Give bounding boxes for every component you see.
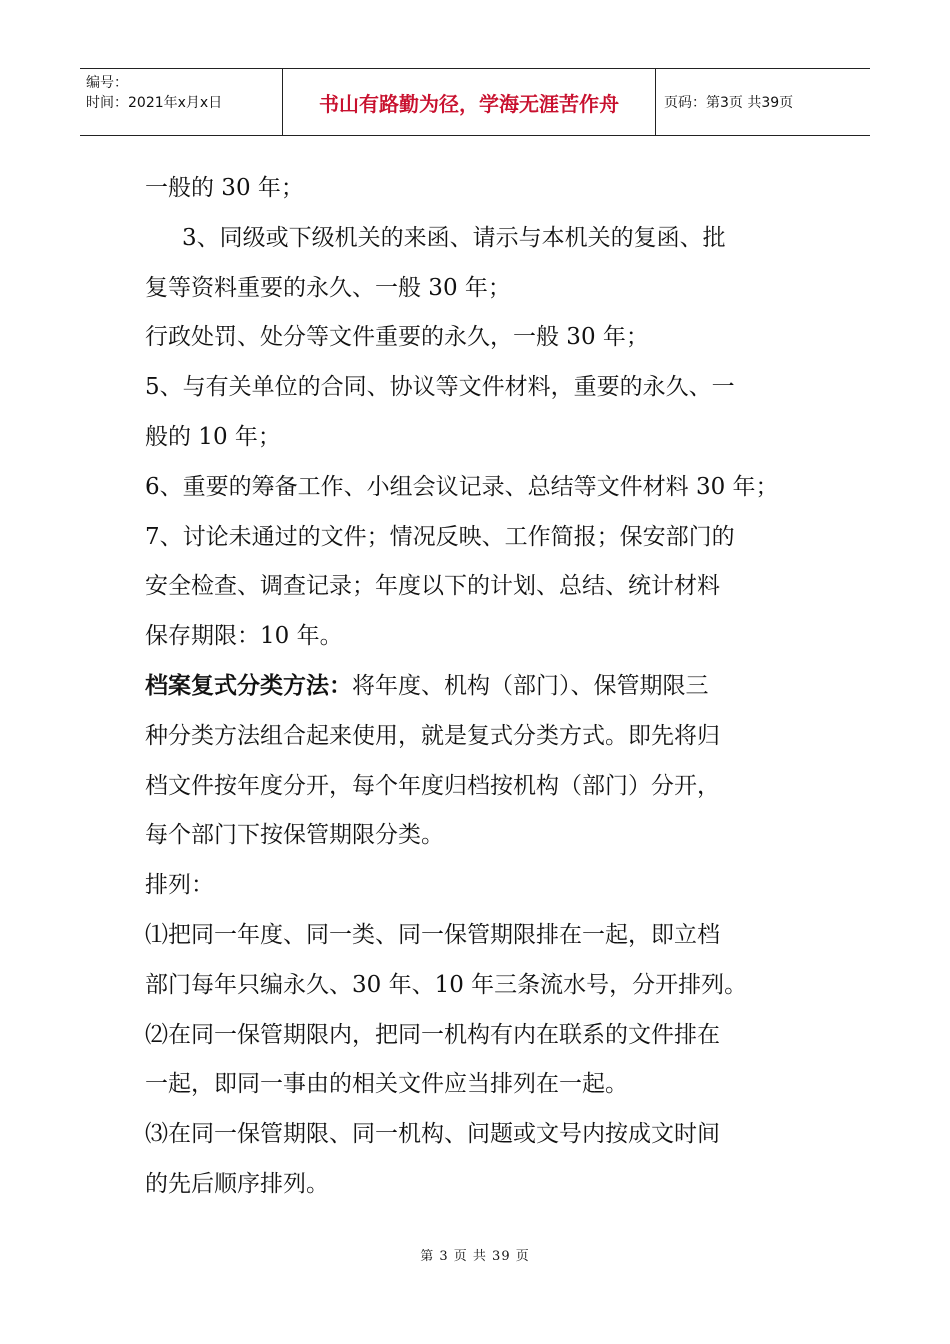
text-line: 种分类方法组合起来使用，就是复式分类方式。即先将归	[145, 722, 720, 749]
serial-label: 编号：	[86, 75, 128, 91]
motto-text: 书山有路勤为径，学海无涯苦作舟	[319, 91, 619, 116]
text-line: 部门每年只编永久、30 年、10 年三条流水号，分开排列。	[145, 971, 748, 998]
text-line: ⑶在同一保管期限、同一机构、问题或文号内按成文时间	[145, 1121, 720, 1148]
time-label: 时间：2021年x月x日	[86, 95, 223, 111]
text-line: ⑵在同一保管期限内，把同一机构有内在联系的文件排在	[145, 1021, 720, 1048]
text-line: 行政处罚、处分等文件重要的永久，一般 30 年；	[145, 324, 649, 351]
text-line: 一般的 30 年；	[145, 175, 304, 201]
text-line: 的先后顺序排列。	[145, 1170, 329, 1197]
header-motto-cell	[283, 69, 656, 135]
text-line: 3、同级或下级机关的来函、请示与本机关的复函、批	[182, 224, 726, 251]
text-line: 5、与有关单位的合同、协议等文件材料，重要的永久、一	[145, 374, 735, 401]
text-line: 档文件按年度分开，每个年度归档按机构（部门）分开，	[145, 772, 720, 799]
text-line: 排列：	[145, 872, 214, 899]
document-body	[145, 164, 825, 1210]
header-table	[80, 68, 870, 136]
page-footer: 第 3 页 共 39 页	[420, 1249, 530, 1264]
header-page-cell	[656, 69, 870, 135]
page-info: 页码：第3页 共39页	[664, 95, 794, 111]
method-term: 档案复式分类方法：	[145, 672, 352, 699]
text-line: 7、讨论未通过的文件；情况反映、工作简报；保安部门的	[145, 523, 735, 550]
text-line: 6、重要的筹备工作、小组会议记录、总结等文件材料 30 年；	[145, 473, 779, 500]
text-line: 安全检查、调查记录；年度以下的计划、总结、统计材料	[145, 573, 720, 600]
text-line: ⑴把同一年度、同一类、同一保管期限排在一起，即立档	[145, 921, 720, 948]
text-line: 复等资料重要的永久、一般 30 年；	[145, 274, 511, 301]
text-line: 般的 10 年；	[145, 423, 281, 450]
text-line: 每个部门下按保管期限分类。	[145, 822, 444, 849]
method-text: 将年度、机构（部门）、保管期限三	[352, 672, 709, 699]
text-line: 保存期限：10 年。	[145, 623, 343, 650]
method-heading-line	[145, 662, 825, 712]
text-line: 一起，即同一事由的相关文件应当排列在一起。	[145, 1071, 628, 1098]
header-meta-cell	[80, 69, 283, 135]
